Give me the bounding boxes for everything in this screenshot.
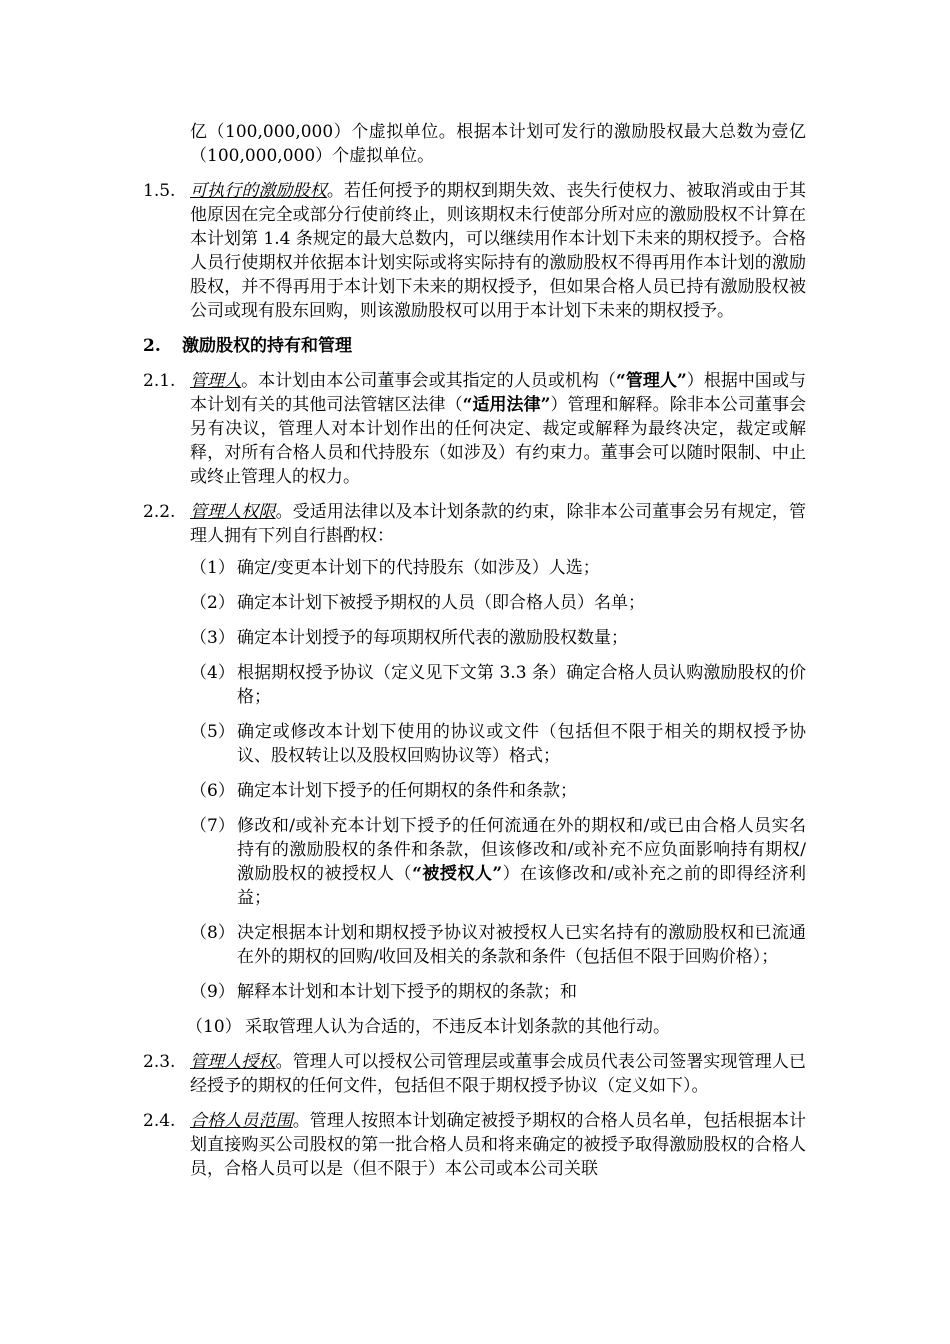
defined-term: 管理人 [190,371,242,391]
list-item-number: （6） [190,781,235,801]
clause-number: 2.2. [143,502,176,522]
defined-term: 管理人权限 [190,502,276,522]
clause-text: 。管理人可以授权公司管理层或董事会成员代表公司签署实现管理人已经授予的期权的任何文件，包括但不限于期权授予协议（定义如下）。 [190,1052,807,1096]
list-item [0,921,950,969]
clause-body [190,1109,806,1181]
bold-term: “被授权人” [412,864,503,884]
defined-term: 管理人授权 [190,1052,276,1072]
clause-number: 2.1. [143,371,176,391]
list-item [0,626,950,650]
list-item-text: 决定根据本计划和期权授予协议对被授权人已实名持有的激励股权和已流通在外的期权的回购/收回及相关的条款和条件（包括但不限于回购价格）； [237,923,806,967]
continuation-paragraph [0,120,950,168]
clause-body [190,500,806,548]
clause-body [190,1050,806,1098]
list-item-number: （10） [186,1017,242,1037]
section-2-heading [0,334,950,358]
list-item [0,591,950,615]
clause-number: 1.5. [143,181,176,201]
list-item-segment: ）在该修改和/或补充之前的即得经济利益； [237,864,806,908]
section-title: 激励股权的持有和管理 [182,336,352,356]
list-item-text: 确定/变更本计划下的代持股东（如涉及）人选； [237,558,600,578]
list-item-number: （4） [190,663,235,683]
list-item [0,556,950,580]
clause-number: 2.3. [143,1052,176,1072]
list-item-text: 确定本计划授予的每项期权所代表的激励股权数量； [237,628,628,648]
list-item-number: （5） [190,722,235,742]
list-item [0,980,950,1004]
list-item [0,779,950,803]
list-item-text: 确定本计划下授予的任何期权的条件和条款； [237,781,577,801]
list-item-number: （2） [190,593,235,613]
list-item-text: 采取管理人认为合适的，不违反本计划条款的其他行动。 [245,1017,670,1037]
clause-2-1 [0,369,950,489]
clause-2-4 [0,1109,950,1181]
clause-1-5 [0,179,950,323]
list-item-number: （9） [190,982,235,1002]
clause-body [190,369,806,489]
clause-text: ）管理和解释。除非本公司董事会另有决议，管理人对本计划作出的任何决定、裁定或解释为最终决定，裁定或解释，对所有合格人员和代持股东（如涉及）有约束力。董事会可以随时限制、中止或终止管理人的权力。 [190,395,807,487]
list-item [0,1015,950,1039]
clause-text: 。管理人按照本计划确定被授予期权的合格人员名单，包括根据本计划直接购买公司股权的第一批合格人员和将来确定的被授予取得激励股权的合格人员，合格人员可以是（但不限于）本公司或本公司关联 [190,1111,807,1179]
continuation-text: 亿（100,000,000）个虚拟单位。根据本计划可发行的激励股权最大总数为壹亿（100,000,000）个虚拟单位。 [190,122,806,166]
list-item-number: （7） [190,816,235,836]
list-item-number: （1） [190,558,235,578]
list-item-number: （8） [190,923,235,943]
bold-term: “管理人” [616,371,687,391]
clause-text: ）根据中国或与本计划有关的其他司法管辖区法律（ [190,371,807,415]
clause-text: 。若任何授予的期权到期失效、丧失行使权力、被取消或由于其他原因在完全或部分行使前终止，则该期权未行使部分所对应的激励股权不计算在本计划第 1.4 条规定的最大总数内，可以继续用作本计划下未来的期权授予。合格人员行使期权并依据本计划实际或将实际持有的激励股权不得再用作本计划的激励股权，并不得再用于本计划下未来的期权授予，但如果合格人员已持有激励股权被公司或现有股东回购，则该激励股权可以用于本计划下未来的期权授予。 [190,181,807,321]
list-item [0,661,950,709]
clause-2-2 [0,500,950,548]
list-item-segment: 修改和/或补充本计划下授予的任何流通在外的期权和/或已由合格人员实名持有的激励股权的条件和条款，但该修改和/或补充不应负面影响持有期权/激励股权的被授权人（ [237,816,806,884]
section-number: 2. [143,336,161,356]
clause-text: 。本计划由本公司董事会或其指定的人员或机构（ [241,371,617,391]
clause-body [190,179,806,323]
defined-term: 合格人员范围 [190,1111,293,1131]
list-item-text [237,814,806,910]
list-item [0,814,950,910]
list-item-number: （3） [190,628,235,648]
clause-number: 2.4. [143,1111,176,1131]
defined-term: 可执行的激励股权 [190,181,327,201]
list-item-text: 解释本计划和本计划下授予的期权的条款；和 [237,982,577,1002]
list-item-text: 确定或修改本计划下使用的协议或文件（包括但不限于相关的期权授予协议、股权转让以及股权回购协议等）格式； [237,722,806,766]
list-item-text: 根据期权授予协议（定义见下文第 3.3 条）确定合格人员认购激励股权的价格； [237,663,806,707]
clause-text: 。受适用法律以及本计划条款的约束，除非本公司董事会另有规定，管理人拥有下列自行斟酌权： [190,502,807,546]
list-item-text: 确定本计划下被授予期权的人员（即合格人员）名单； [237,593,645,613]
clause-2-3 [0,1050,950,1098]
bold-term: “适用法律” [462,395,551,415]
document-body [0,120,950,1181]
list-item [0,720,950,768]
